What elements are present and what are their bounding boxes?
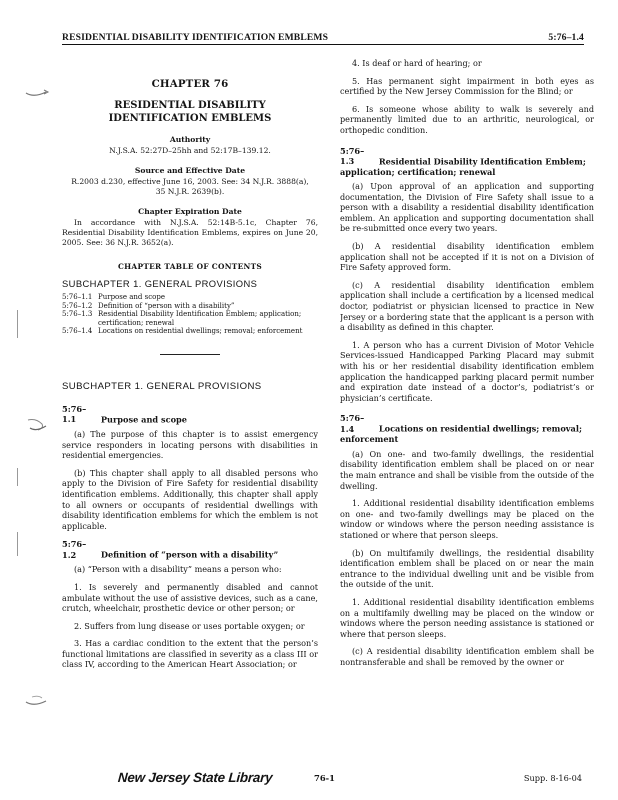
chapter-number: CHAPTER 76 xyxy=(151,78,229,90)
section-heading-1-2 xyxy=(62,539,318,560)
toc-number: 5:76–1.4 xyxy=(62,327,93,336)
paragraph: (c) A residential disability identification emblem shall be nontransferable and shall be removed by the owner or xyxy=(340,646,594,667)
toc-title: Locations on residential dwellings; removal; enforcement xyxy=(98,327,303,336)
margin-mark xyxy=(17,532,18,556)
toc-title: Residential Disability Identification Emblem; application; certification; renewal xyxy=(98,310,302,327)
source-text: R.2003 d.230, effective June 16, 2003. See: 34 N.J.R. 3888(a), 35 N.J.R. 2639(b). xyxy=(71,177,309,196)
list-item: 1. Is severely and permanently disabled and cannot ambulate without the use of assistive devices, such as a cane, crutch, wheelchair, prosthetic device or other person; or xyxy=(62,581,318,614)
section-heading-1-1 xyxy=(62,404,318,425)
paragraph: (b) On multifamily dwellings, the residential disability identification emblem shall be placed on or near the main entrance to the individual dwelling unit and be visible from the outside of the unit. xyxy=(340,547,594,590)
section-heading-1-3 xyxy=(340,146,594,178)
page-number: 76-1 xyxy=(314,773,335,783)
source-heading: Source and Effective Date xyxy=(134,166,246,175)
paragraph: (b) A residential disability identification emblem application shall not be accepted if it is not on a Division of Fire Safety approved form. xyxy=(340,241,594,273)
section-title: Locations on residential dwellings; removal; enforcement xyxy=(340,423,582,445)
toc-title: Definition of “person with a disability” xyxy=(98,301,235,310)
section-divider xyxy=(160,354,220,355)
punch-mark-icon xyxy=(24,694,52,712)
list-item: 2. Suffers from lung disease or uses portable oxygen; or xyxy=(74,620,305,631)
margin-mark xyxy=(17,310,18,338)
paragraph: (c) A residential disability identification emblem application shall include a certification by a licensed medical doctor, podiatrist or physician licensed to practice in New Jersey or a bordering state that the applicant is a person with a disability as defined in this chapter. xyxy=(340,279,594,333)
expiration-heading: Chapter Expiration Date xyxy=(138,207,242,216)
right-column xyxy=(340,58,594,744)
paragraph: (a) The purpose of this chapter is to assist emergency service responders in locating persons with disabilities in residential emergencies. xyxy=(62,428,318,461)
paragraph: 1. Additional residential disability identification emblems on one- and two-family dwellings may be placed on the window or windows where the person needing assistance is stationed or where that person sleeps. xyxy=(340,498,594,540)
section-heading-1-4 xyxy=(340,413,594,445)
section-title: Definition of “person with a disability” xyxy=(100,549,279,560)
header-section-number: 5:76–1.4 xyxy=(548,32,584,43)
toc-row xyxy=(62,302,318,311)
toc-row xyxy=(62,293,318,302)
list-item: 6. Is someone whose ability to walk is severely and permanently limited due to an arthritic, neurological, or orthopedic condition. xyxy=(340,103,594,135)
paragraph: 1. A person who has a current Division of Motor Vehicle Services-issued Handicapped Parking Placard may submit with his or her residential disability identification emblem application the handicapped parking placard permit number and expiration date instead of a doctor’s, podiatrist’s or physician’s certificate. xyxy=(340,339,594,403)
list-item: 4. Is deaf or hard of hearing; or xyxy=(352,58,482,68)
library-stamp: New Jersey State Library xyxy=(117,770,274,785)
margin-mark xyxy=(17,468,18,486)
subchapter-heading: SUBCHAPTER 1. GENERAL PROVISIONS xyxy=(62,380,262,392)
section-number: 5:76–1.1 xyxy=(62,403,87,425)
section-number: 5:76–1.2 xyxy=(62,539,87,560)
header-title: RESIDENTIAL DISABILITY IDENTIFICATION EMBLEMS xyxy=(62,32,329,43)
toc-row xyxy=(62,310,318,327)
section-title: Purpose and scope xyxy=(100,414,187,425)
toc-heading: CHAPTER TABLE OF CONTENTS xyxy=(117,262,263,271)
section-title: Residential Disability Identification Emblem; application; certification; renewal xyxy=(340,156,586,177)
authority-text: N.J.S.A. 52:27D–25hh and 52:17B–139.12. xyxy=(109,146,271,155)
section-number: 5:76–1.4 xyxy=(340,413,365,434)
paragraph: 1. Additional residential disability identification emblems on a multifamily dwelling may be placed on the window or windows where the person needing assistance is stationed or where that person sleeps. xyxy=(340,596,594,639)
punch-mark-icon xyxy=(24,416,52,434)
paragraph: (a) Upon approval of an application and supporting documentation, the Division of Fire Safety shall issue to a person with a disability a residential disability identification emblem. An application and supporting documentation shall be re-submitted once every two years. xyxy=(340,181,594,234)
punch-mark-icon xyxy=(24,84,52,102)
toc-number: 5:76–1.1 xyxy=(62,293,93,301)
toc-row xyxy=(62,327,318,336)
left-column xyxy=(62,58,318,744)
toc-subchapter: SUBCHAPTER 1. GENERAL PROVISIONS xyxy=(62,278,258,289)
paragraph: (a) On one- and two-family dwellings, the residential disability identification emblem shall be placed on or near the main entrance and shall be visible from the outside of the dwelling. xyxy=(340,448,594,491)
section-number: 5:76–1.3 xyxy=(340,145,365,167)
paragraph: (a) “Person with a disability” means a person who: xyxy=(74,564,282,575)
toc-list xyxy=(62,293,318,336)
running-header xyxy=(62,30,584,45)
paragraph: (b) This chapter shall apply to all disabled persons who apply to the Division of Fire Safety for residential disability identification emblems. Additionally, this chapter shall apply to all owners or occupants of residential dwellings with disability identification emblems for which the emblem is not applicable. xyxy=(62,467,318,531)
supplement-date: Supp. 8-16-04 xyxy=(523,773,582,783)
authority-heading: Authority xyxy=(169,135,211,144)
toc-number: 5:76–1.3 xyxy=(62,310,93,319)
toc-number: 5:76–1.2 xyxy=(62,301,93,310)
list-item: 5. Has permanent sight impairment in both eyes as certified by the New Jersey Commission for the Blind; or xyxy=(340,75,594,97)
chapter-title: RESIDENTIAL DISABILITY IDENTIFICATION EMBLEMS xyxy=(108,100,272,124)
expiration-text: In accordance with N.J.S.A. 52:14B-5.1c, Chapter 76, Residential Disability Identification Emblems, expires on June 20, 2005. See: 36 N.J.R. 3652(a). xyxy=(62,218,318,247)
list-item: 3. Has a cardiac condition to the extent that the person’s functional limitations are classified in severity as a class III or class IV, according to the American Heart Association; or xyxy=(62,638,318,670)
toc-title: Purpose and scope xyxy=(98,293,165,301)
